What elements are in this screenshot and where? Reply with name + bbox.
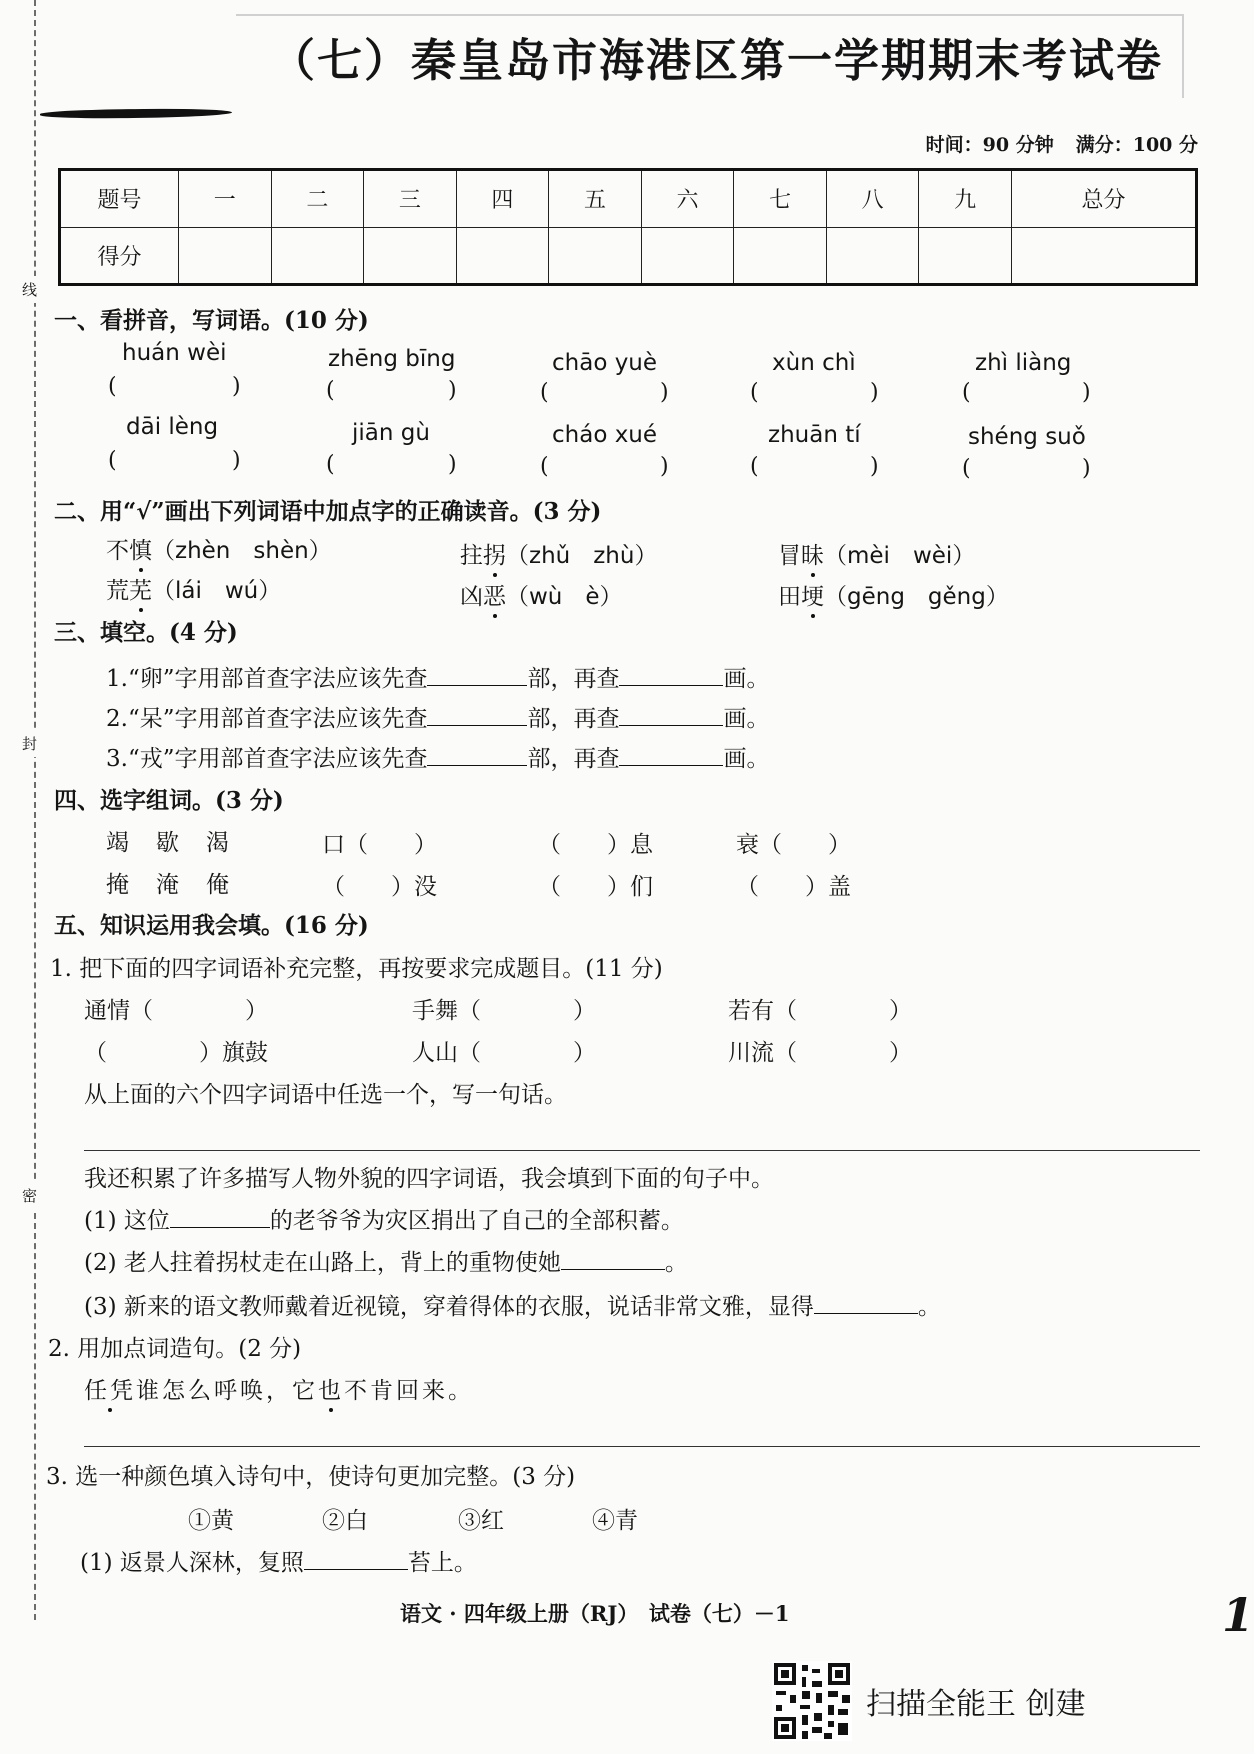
column-6: 六 xyxy=(641,170,734,228)
column-8: 八 xyxy=(826,170,919,228)
answer-bracket-close: ) xyxy=(870,454,879,479)
cut-line xyxy=(34,0,36,1620)
answer-bracket-open[interactable]: ( xyxy=(540,454,549,479)
answer-bracket-close: ) xyxy=(232,448,241,473)
word-blank[interactable]: 口（ ） xyxy=(322,832,437,858)
scanner-watermark-text: 扫描全能王 创建 xyxy=(866,1687,1086,1722)
score-table-score-row xyxy=(60,227,1197,285)
column-4: 四 xyxy=(456,170,549,228)
idiom-blank[interactable]: 人山（ ） xyxy=(412,1040,596,1066)
idiom-blank[interactable]: 川流（ ） xyxy=(728,1040,912,1066)
answer-bracket-open[interactable]: ( xyxy=(540,380,549,405)
idiom-blank[interactable]: 若有（ ） xyxy=(728,998,912,1024)
char-choices-row-2: 掩 淹 俺 xyxy=(106,872,231,898)
word-blank[interactable]: （ ）没 xyxy=(322,874,437,900)
blank-strokes[interactable] xyxy=(619,707,723,726)
example-sentence: 任凭谁怎么呼唤，它也不肯回来。 xyxy=(84,1372,474,1405)
pinyin-item: xùn chì xyxy=(772,350,856,376)
blank[interactable] xyxy=(170,1209,270,1228)
column-3: 三 xyxy=(364,170,457,228)
choose-idiom-instruction: 从上面的六个四字词语中任选一个，写一句话。 xyxy=(84,1082,567,1108)
page-number: 1 xyxy=(1221,1588,1254,1642)
word-blank[interactable]: 衰（ ） xyxy=(736,832,851,858)
column-total: 总分 xyxy=(1011,170,1196,228)
section-3-heading: 三、填空。(4 分) xyxy=(54,619,238,646)
score-label: 得分 xyxy=(60,227,179,285)
sentence-fill-3: (3) 新来的语文教师戴着近视镜，穿着得体的衣服，说话非常文雅，显得 。 xyxy=(84,1294,941,1320)
color-option: ③红 xyxy=(458,1508,504,1534)
answer-bracket-open[interactable]: ( xyxy=(108,448,117,473)
answer-bracket-close: ) xyxy=(660,454,669,479)
question-1: 1. 把下面的四字词语补充完整，再按要求完成题目。(11 分) xyxy=(50,956,663,982)
page-title: （七）秦皇岛市海港区第一学期期末考试卷 xyxy=(270,34,1164,87)
score-cell[interactable] xyxy=(919,227,1012,285)
sentence-fill-1: (1) 这位 的老爷爷为灾区捐出了自己的全部积蓄。 xyxy=(84,1208,684,1234)
fill-blank-item: 2.“呆”字用部首查字法应该先查 部，再查 画。 xyxy=(106,706,770,732)
score-table xyxy=(58,168,1198,286)
answer-line[interactable] xyxy=(84,1446,1200,1447)
pinyin-item: chāo yuè xyxy=(552,350,658,376)
answer-bracket-open[interactable]: ( xyxy=(108,374,117,399)
word-blank[interactable]: （ ）盖 xyxy=(736,874,851,900)
blank-radical[interactable] xyxy=(427,667,527,686)
color-option: ④青 xyxy=(592,1508,638,1534)
question-2: 2. 用加点词造句。(2 分) xyxy=(48,1336,302,1362)
blank[interactable] xyxy=(304,1551,408,1570)
fill-blank-item: 1.“卵”字用部首查字法应该先查 部，再查 画。 xyxy=(106,666,770,692)
column-9: 九 xyxy=(919,170,1012,228)
pinyin-item: zhì liàng xyxy=(975,350,1072,376)
answer-bracket-close: ) xyxy=(1082,380,1091,405)
pinyin-item: huán wèi xyxy=(122,340,227,366)
answer-bracket-close: ) xyxy=(232,374,241,399)
answer-bracket-close: ) xyxy=(1082,456,1091,481)
idiom-blank[interactable]: 通情（ ） xyxy=(84,998,268,1024)
score-cell[interactable] xyxy=(549,227,642,285)
blank[interactable] xyxy=(561,1251,665,1270)
sentence-fill-2: (2) 老人拄着拐杖走在山路上，背上的重物使她 。 xyxy=(84,1250,688,1276)
section-1-heading: 一、看拼音，写词语。(10 分) xyxy=(54,307,369,334)
blank-strokes[interactable] xyxy=(619,747,723,766)
answer-bracket-close: ) xyxy=(448,452,457,477)
question-3: 3. 选一种颜色填入诗句中，使诗句更加完整。(3 分) xyxy=(46,1464,576,1490)
answer-bracket-close: ) xyxy=(870,380,879,405)
pinyin-item: dāi lèng xyxy=(126,414,219,440)
reading-choice-item[interactable]: 不慎（zhèn shèn） xyxy=(106,532,332,565)
margin-mark-secret: 密 xyxy=(22,1182,37,1209)
fill-blank-item: 3.“戎”字用部首查字法应该先查 部，再查 画。 xyxy=(106,746,770,772)
score-cell[interactable] xyxy=(1011,227,1196,285)
idiom-blank[interactable]: （ ）旗鼓 xyxy=(84,1040,268,1066)
word-blank[interactable]: （ ）们 xyxy=(538,874,653,900)
blank-strokes[interactable] xyxy=(619,667,723,686)
answer-bracket-close: ) xyxy=(660,380,669,405)
exam-info xyxy=(904,130,1198,157)
score-cell[interactable] xyxy=(641,227,734,285)
brush-stroke-decoration xyxy=(40,107,232,119)
margin-mark-line: 线 xyxy=(22,276,37,303)
section-5-heading: 五、知识运用我会填。(16 分) xyxy=(54,912,369,939)
answer-bracket-open[interactable]: ( xyxy=(326,452,335,477)
answer-line[interactable] xyxy=(84,1150,1200,1151)
blank-radical[interactable] xyxy=(427,707,527,726)
score-cell[interactable] xyxy=(826,227,919,285)
score-cell[interactable] xyxy=(734,227,827,285)
reading-choice-item[interactable]: 田埂（gēng gěng） xyxy=(778,578,1009,611)
pinyin-item: shéng suǒ xyxy=(968,424,1086,450)
blank[interactable] xyxy=(814,1295,918,1314)
page-footer: 语文 · 四年级上册（RJ） 试卷（七）－1 xyxy=(400,1601,790,1626)
margin-mark-seal: 封 xyxy=(22,730,37,757)
reading-choice-item[interactable]: 冒昧（mèi wèi） xyxy=(778,537,975,570)
column-5: 五 xyxy=(549,170,642,228)
pinyin-item: zhuān tí xyxy=(768,422,861,448)
question-number-label: 题号 xyxy=(60,170,179,228)
pinyin-item: jiān gù xyxy=(352,420,430,446)
column-1: 一 xyxy=(179,170,272,228)
answer-bracket-open[interactable]: ( xyxy=(962,456,971,481)
score-cell[interactable] xyxy=(364,227,457,285)
score-table-header-row xyxy=(60,170,1197,228)
qr-code-icon xyxy=(772,1661,852,1741)
answer-bracket-open[interactable]: ( xyxy=(750,380,759,405)
answer-bracket-open[interactable]: ( xyxy=(962,380,971,405)
score-cell[interactable] xyxy=(456,227,549,285)
column-2: 二 xyxy=(271,170,364,228)
answer-bracket-open[interactable]: ( xyxy=(326,378,335,403)
score-cell[interactable] xyxy=(179,227,272,285)
pinyin-item: zhēng bīng xyxy=(328,346,456,372)
time-limit: 时间：90 分钟 xyxy=(925,134,1054,156)
reading-choice-item[interactable]: 拄拐（zhǔ zhù） xyxy=(460,537,657,570)
section-4-heading: 四、选字组词。(3 分) xyxy=(54,787,284,814)
color-option: ②白 xyxy=(322,1508,368,1534)
blank-radical[interactable] xyxy=(427,747,527,766)
full-score: 满分：100 分 xyxy=(1075,134,1198,156)
reading-choice-item[interactable]: 凶恶（wù è） xyxy=(460,578,623,611)
section-2-heading: 二、用“√”画出下列词语中加点字的正确读音。(3 分) xyxy=(54,498,602,525)
reading-choice-item[interactable]: 荒芜（lái wú） xyxy=(106,572,281,605)
answer-bracket-open[interactable]: ( xyxy=(750,454,759,479)
poem-fill-1: (1) 返景人深林，复照 苔上。 xyxy=(80,1550,477,1576)
char-choices-row-1: 竭 歇 渴 xyxy=(106,830,231,856)
column-7: 七 xyxy=(734,170,827,228)
word-blank[interactable]: （ ）息 xyxy=(538,832,653,858)
answer-bracket-close: ) xyxy=(448,378,457,403)
idiom-blank[interactable]: 手舞（ ） xyxy=(412,998,596,1024)
accumulated-idioms-text: 我还积累了许多描写人物外貌的四字词语，我会填到下面的句子中。 xyxy=(84,1166,774,1192)
pinyin-item: cháo xué xyxy=(552,422,658,448)
color-option: ①黄 xyxy=(188,1508,234,1534)
score-cell[interactable] xyxy=(271,227,364,285)
